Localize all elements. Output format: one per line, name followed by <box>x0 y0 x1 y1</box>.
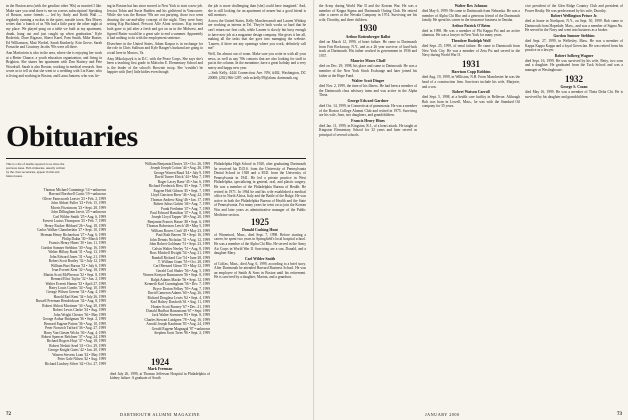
obituary-name: Robert Solberg Wagner <box>554 53 594 58</box>
obituary-name: Walter Rex Johnson <box>454 4 488 8</box>
obituary-index-entry: Kenneth Karl Cunningham '56 • Dec. 7, 1999 <box>144 282 210 287</box>
right-page <box>315 0 628 420</box>
obituary-index-entry: George Wilson Greene '34 • Aug. 4, 1999 <box>46 290 106 295</box>
obituary-text: died on Dec. 29, 1998, his place and came to Dartmouth. He was a member of the New York Stock Exchange and later joined his father at the Hope Fund. <box>319 64 417 78</box>
obituary-text: died May 16, 1999. He was a member of Theta Delta Chi. He is survived by his daughter and grandchildren. <box>525 90 623 99</box>
obituary-index-entry: Robert Abbott Mortimer '34 • Aug. 20, 1999 <box>42 303 106 308</box>
obituary-index-entry: Robert Nesbitt Seed '41 • Oct. 29, 1999 <box>49 343 106 348</box>
obituary-index-entry: Warren Stevens Loan '42 • May 1999 <box>52 352 106 357</box>
obituary-index-entry: Charles Stewart Lindgren '78 • Aug. 16, 1999 <box>144 317 210 322</box>
paragraph: the Army during World War II and the Korean War. He was a member of Kappa Sigma and Dartmouth Outing Club. He retired after a career at the Nevada Company in 1974. Surviving are his wife, Dorothy, and three children. <box>319 4 417 22</box>
obituary-index-entry: Paul Roth Barren '50 • Sept. 16, 1999 <box>156 233 210 238</box>
obituary-index-entry: Robert Lewis Clarke '34 • Aug. 1999 <box>52 308 106 313</box>
obituary-index-entry: Herman Henry Richardson '27 • Aug. 6, 1999 <box>40 232 106 237</box>
obituary-text: died May 6, 1999. He came to Dartmouth from Nebraska. He was a member of Alpha Chi Rho and a generous friend of the Dartmouth family. He spent his career in the insurance business in Omaha. <box>422 9 520 23</box>
obituary-index-entry: George Knight Gates '42 • Jan. 20, 1999 <box>48 348 106 353</box>
column-right-3 <box>525 4 623 100</box>
obituary-text: died Sept. 5, 1998, at a health care facility in Bellevue. Although Bob was born in Lowell, Mass., he was with the Standard Oil company for 35 years. <box>422 95 520 109</box>
obituary-text: died on March 12, 1999, of heart failure. He came to Dartmouth from Fair Rockaway, N.Y., and as a 26 year survivor of hard-luck track at Dartmouth. His father worked in government in 1936 and 1937. <box>319 39 417 58</box>
obituary-index-entry: John Edward Jones '31 • Aug. 21, 1999 <box>49 254 106 259</box>
obituary-text: died Jan. 11, 1999, in Kingston, R.I., of a heart attack. He taught at Kingston Elementary School for 32 years and later served as principal of several schools. <box>319 123 417 137</box>
obituary-text: died Nov. 2, 1999, the time of his illness. He had been a member of the Dartmouth class advisory team and was active in the Alpha Theta. <box>319 84 417 98</box>
column-top-1 <box>6 4 102 80</box>
obituary-index-entry: Thomas Michael Cummings '14 • unknown <box>43 188 106 192</box>
obituary-index-entry: George Arthur Bridgman '36 • Sept. 2, 1999 <box>42 317 106 322</box>
obituaries-headline: Obituaries <box>6 120 138 153</box>
obituary-name: George Edward Gardner <box>347 98 389 103</box>
obituary-text: died Sept. 16, 1999. He was survived by his wife, Betty, two sons and a daughter. He graduated from the Tuck School and was a manager at Westinghouse. <box>525 58 623 72</box>
obituary-index-entry: Ralph Adams Macke '56 • Sept. 12, 1999 <box>150 277 210 282</box>
obituary-index-entry: David Cameron Adams '60 • Aug. 26, 1999 <box>147 291 210 296</box>
class-year-heading: 1932 <box>565 73 583 84</box>
obituary-index-entry: Warren Kenyon Rasmussen '56 • Sept. 8, 1999 <box>143 273 210 278</box>
obituary-name: Walter Scott Dingee <box>351 79 385 84</box>
obituary-text: died July 26, 1999, at Thomas Jefferson Hospital in Philadelphia of kidney failure. A graduate of South <box>110 371 210 381</box>
obituary-name: Theodore Rudolph Wolf <box>451 38 491 43</box>
obituary-index-entry: Harold Earl Kent '34 • July 26, 1999 <box>53 294 106 299</box>
obituary-index-entry: Walter Hillary Bunk '31 • Aug. 13, 1999 <box>48 250 106 255</box>
obituary-text: died Sept. 27, 1999, in Wellesley, Mass. He was a member of Kappa Kappa Kappa and a loyal Green fan. He was retired from his practice as a lawyer. <box>525 38 623 53</box>
obituary-index-entry: Paul Edward Hamilton '47 • Aug. 8, 1999 <box>150 210 210 215</box>
obituary-name: Robert Wellington Prince Jr. <box>550 14 598 19</box>
obituary-name: Gordon Sumner Stebbins <box>553 33 595 38</box>
obituary-index-entry: Karl Halsey Danforth '61 • Aug. 11, 1999 <box>150 300 210 305</box>
obituary-index-entry: William Bowes Craft '49 • May 23, 1999 <box>151 228 210 233</box>
paragraph: ing in Boston but has since moved to New York to start a new job. Jessica Tobin and Susie Budden and his girlfriend in Vancouver. While she was the Boston '90s are out partying, those two went drawing the cat-and-alley concept of the night. They were busy setting Kip Buckland, Prescott Alfe Aloni sections. Kip invited both gone to jail after a fresh and got on us in the Midwest, and figured Butter would be a great sale to end a summer. Apparently it had nothing to do with the employment sentence. <box>107 4 203 41</box>
obituary-index-entry: Peter Gale Nilsen '42 • Aug. 1999 <box>57 357 106 362</box>
obituary-text: died at home in Northport, N.Y., on Sept. 30, 1999. Bob came to Dartmouth from Hopedale, Mass., and was a member of Sigma Nu. He served in the Navy and went into business as a broker. <box>525 19 623 33</box>
obituary-index-entry: David Turner Elrick '44 • May 7, 1999 <box>154 175 210 180</box>
obituary-index-entry: Arnold Joseph Kaufman '83 • Aug. 24, 1999 <box>146 322 210 327</box>
obituary-index-entry: Richard Frederick Hess '45 • Sept. 7, 1999 <box>148 184 210 189</box>
page-number: 72 <box>6 412 11 417</box>
obituary-index-entry: Oliver Farnsworth Leaver '23 • Feb. 2, 1999 <box>42 196 106 201</box>
obituary-index-entry: Francis Henry Hines '30 • Jan. 11, 1999 <box>49 241 106 246</box>
obituary-text: died Oct. 14, 1999, in Connecticut of pneumonia. He was a member of the Boston College Alumni Club and retired in 1975. Surviving are his wife, Jean, two daughters, and grandchildren. <box>319 103 417 118</box>
obituary-index-entry: Robert Spencer Belchner '37 • Aug. 24, 1999 <box>41 334 106 339</box>
obituary-text: died Sept. 25, 1999, of renal failure. He came to Dartmouth from New York City. He was a member of Zeta Psi and served in the Navy during World War II. <box>422 43 520 58</box>
obituary-index-entry: John Abbott Fuller '23 • Feb. 15, 1999 <box>51 201 106 206</box>
obituary-name: Mark Freeman <box>147 366 173 371</box>
obituary-name: Maurice Moses Cliaff <box>350 59 386 64</box>
obituary-index-entry: Russell Freeman Hendrickson '34 • Aug. 8, 1999 <box>35 299 106 304</box>
obituary-index-entry: John Wright Chester '36 • May 1999 <box>53 312 106 317</box>
obituary-index-entry: Bryce Dorian Felkey '59 • Aug. 7, 1999 <box>153 286 210 291</box>
obituary-index-entry: Robert Julius Galvin '46 • Aug. 7, 1999 <box>153 202 210 207</box>
obituary-index-entry: Donald Hurlbut Haussmann '67 • Sept. 1999 <box>146 308 210 313</box>
obituary-index-entry: Martin Scott McPherson '32 • Sept. 8, 1999 <box>43 272 106 277</box>
obituary-index-entry: John Dennis Nicholas '51 • Aug. 12, 1999 <box>149 237 210 242</box>
obituary-index-entry: Gerald Eugene Magnagal '87 • unknown <box>151 326 210 331</box>
obituary-index-entry: Harry Van Giesen Wicks '36 • Aug. 4, 1999 <box>43 330 106 335</box>
obituary-index-entry: Lloyd Garrison Brew '46 • Aug. 22, 1999 <box>150 193 210 198</box>
obituary-index-entry: Eugene Holt Gibson '45 • Sept. 7, 1999 <box>153 188 210 193</box>
obituary-index-entry: Joseph Joseph Cotton '44 • Aug. 26, 1999 <box>150 166 210 171</box>
obituary-index-entry: George Warren Raud '44 • July 9, 1999 <box>153 170 210 175</box>
obituary-index-entry: Jack Walter Sorensen '83 • Sept. 8, 1999 <box>152 313 210 318</box>
column-top-3 <box>208 4 306 82</box>
obituary-index-entry: Frank Fretheim '47 • Aug. 7, 1999 <box>160 206 210 211</box>
obituary-index-entry: Ivan Everett Kent '32 • Aug. 18, 1999 <box>51 268 106 273</box>
obituary-text: died Aug. 19, 1999, in Williston, N.H. From Manchester he was the head of a construction firm. Survivors include his wife, Marjorie, and a son. <box>422 75 520 89</box>
paragraph: Well, I'm almost out of room. Make sure you write in with all your news, as well as any '90s contacts that are also looking for stuff to put in the column. In the meantime, have a great holiday and a very merry and happy new year. <box>208 51 306 70</box>
obituary-index-entry: Peter Norwich Tafford '36 • Aug. 27, 1999 <box>45 326 106 331</box>
obituary-index-entry: Morris Fitzsimons '23 • Sept. 28, 1999 <box>50 205 106 210</box>
obituary-index-entry: Henry Rucker Hibbard '26 • Aug. 18, 1999 <box>44 223 106 228</box>
obituary-index-entry: Carlos Walker Chamberlain '27 • Sept. 10, 1999 <box>37 228 106 233</box>
obituary-name: Arthur Patrick O'Brien <box>451 23 491 28</box>
paragraph: in the Boston area (with the gasoline other '90s) as married I like. Make sure you send there is me on a news subscription! Speaking of Boston, some friends — led by Andy and Keith Wall — regularly running a ruckus in the quiet, seaside town. Rex Morey writes that 'a bunch of us '90s had a little party the other night at my place. We played pong on a table we built at my apartment, drank, hung out and just caught up when graduation.' Kyle Roderick, Dave Rigaszo, Sherri Karel, Pam Smith, Mike Baxter, Ed Williamson, Matt Wrobel, Sarah Kimberly, Erin Grove, Sarah Porsache and Courtney Jacobs '90s were all there. <box>6 4 102 50</box>
obituary-index-entry: John Dillingham Jarvis '25 • unknown <box>51 210 106 215</box>
obituary-index-entry: Robert Scott Bartley '32 • July 12, 1999 <box>48 259 106 264</box>
obituary-index-entry: T. William Grant '55 • Oct. 28, 1999 <box>157 259 210 264</box>
obituary-name: Francis Henry Hines <box>351 118 385 123</box>
obituary-index-entry: Hunter Scott Rooney '67 • Dec. 21, 1999 <box>151 304 210 309</box>
obituary-index-entry: Benjamin Francis Hause '48 • Sept. 6, 1999 <box>147 219 210 224</box>
obituary-index-entry: Thomas Robertson Leech '48 • May 5, 1999 <box>146 224 210 229</box>
obituaries-intro: This is a list of deaths reported to us since the previous issue. Full obituaries, usually written by the class secretaries, appear in this and future issues. <box>6 162 65 178</box>
obituary-index-entry: Richard Lindsey Silver '42 • Oct. 27, 1999 <box>44 361 106 366</box>
obituary-index-entry: Ross Mitchell Dwight '54 • Aug. 21, 1999 <box>149 251 210 256</box>
obituary-text: of Colfax, Mass., died Aug. 6, 1999, according to a brief story. After Dartmouth he attended Harvard Business School. He was an employee of Smith & Sons in Boston until his retirement. He is survived by a daughter, Marion, and a grandson. <box>214 261 306 280</box>
obituary-index-entry: Joseph Lloyd Tapper '48 • Aug. 20, 1999 <box>151 215 210 220</box>
obituary-index-entry: John Robert Goldman '51 • Sept. 23, 1999 <box>149 242 210 247</box>
obituary-index-entry: Philip Dakin '30 • March 1999 <box>62 236 106 241</box>
obituary-index-entry: Gerald Carl Shuler '56 • Aug. 5, 1999 <box>156 268 210 273</box>
obituary-text: of Winnetrod, Mass., died Sept. 7, 1998. Before starting a career, he spent two years in Springfield's local hospital school. He was a member of the Alpha Chi Rho. He served in the Army Air Corps in World War II. Surviving are a son, Donald, and a daughter Mary. <box>214 232 306 256</box>
class-year-heading: 1930 <box>359 23 377 34</box>
magazine-footer: DARTMOUTH ALUMNI MAGAZINE <box>120 412 200 417</box>
obituary-index-entry: Everett Lucius Thompson '25 • Feb. 7, 1999 <box>42 219 106 224</box>
class-year-heading: 1924 <box>151 357 169 367</box>
class-year-heading: 1931 <box>462 58 480 69</box>
class-year-heading: 1925 <box>251 217 269 228</box>
obituary-index-entry: Carl Wilder Smith '25 • Aug. 6, 1999 <box>52 214 106 219</box>
divider <box>6 158 306 159</box>
obituary-index-column-1 <box>6 188 106 366</box>
obituary-index-column-2 <box>110 162 210 336</box>
column-top-2 <box>107 4 203 76</box>
obituary-name: Robert Watson Carroll <box>452 90 490 95</box>
obituary-name: Arthur Rottenberger Ballot <box>345 34 391 39</box>
obituary-index-entry: Bernard Eugene Patton '36 • Aug. 10, 1999 <box>44 321 106 326</box>
obituary-text: died in 1998. He was a member of Phi Kappa Psi and an active alumnus. He was a lawyer in New York for many years. <box>422 28 520 38</box>
issue-date-footer: JANUARY 2000 <box>425 412 460 417</box>
paragraph: Philadelphia High School in 1920, after graduating Dartmouth he received his D.D.S. from the University of Pennsylvania Dental School in 1928 and a M.D. from the University of Pennsylvania in 1941. He led a private practice in West Philadelphia, specializing in general, oral, and plastic surgery. He was a member of the Philadelphia Bureau of Health. He retired in 1971. In 1964 he and his wife established a medical office in North Africa, Italy and the Battle of the Bulge. He was active in both the Philadelphia Bureau of Health and the State of Pennsylvania. For many years he went on to join the Korean War and later years as administrative manager of the Public Medicine section. <box>214 162 306 217</box>
paragraph: Ann Marfortein is also in the area, where she is enjoying her work at a Better Chance, a youth education organization, and living in Brighton. She shares her apartment with Dan Slattery and Pete Woodruff. Sarah is also Boston, working in medical research. Ann wrote us to tell us that she went to a wedding with Liz Kane, who is living and working in Boston, and Laura Jantzen, who was liv- <box>6 50 102 78</box>
obituary-index-entry: Richard Douglass Lewis '62 • Sept. 4, 1999 <box>147 295 210 300</box>
paragraph: Amy Mikolajczyk is in D.C. with the Peace Corps. She says she's been a teaching first grade in Malcolm E. Elementary School and is the leader of the school's Brownie troop. She 'wouldn't be happier with [her] little kidies even though <box>107 56 203 75</box>
signature-line: —Seth Kelly, 4444 Connecticut Ave. NW, #402, Washington, DC 20008; (202) 966-1287; seth.m.kelly.99@alum. dartmouth.org <box>208 71 306 80</box>
paragraph: vice president of the Glen Ridge Country Club and president of Power Realty. He was predeceased by his wife, Dorothy. <box>525 4 623 13</box>
obituary-index-entry: Harvard Bordwell Curtis '19 • unknown <box>48 192 106 197</box>
paragraph: Elsewhere in the United States, Adam Kaspar is in exchange for the role in Chris Sullivan and Kyle Rauger's husband are going to a trail here in Marcos, Va. <box>107 41 203 55</box>
obituary-name: George S. Cozan <box>560 85 588 90</box>
column-right-2 <box>422 4 520 110</box>
obituary-index-entry: Gordon Sumner Stebbins '30 • Aug. 16, 1999 <box>41 245 106 250</box>
paragraph: Across the United States, Kelly Marchesseault and Lauren Wittkop are working as interns in Tel. They're both works so hard that he can't return our first calls, while Lauren is slowly but busy enough to have new job at a magazine design company. She gives it her all, making all the tasks that she goes into managing the website. 'Lauren, if there are any openings where you work, definitely call me!' <box>208 18 306 51</box>
obituary-index-entry: Randall Richard Coe '54 • June 28, 1999 <box>151 255 210 260</box>
obituary-index-entry: Thomas Andrew King '46 • Jan. 17, 1999 <box>150 197 210 202</box>
paragraph: the job is more challenging than [she] could have imagined.' And, she is still looking for an apartment of nearer but a good friend is still mentors. <box>208 4 306 18</box>
obituary-index-entry: William Burt Barrus '32 • July 6, 1999 <box>50 263 106 268</box>
obituary-index-entry: Calvin Walter Neeley '51 • Aug. 8, 1999 <box>152 246 210 251</box>
column-obit-1 <box>214 162 306 281</box>
column-1924 <box>110 357 210 382</box>
obituary-index-entry: Roger Lacey Bane '45 • Jan. 6, 1999 <box>157 179 210 184</box>
obituary-index-entry: Harry Louis Combs '34 • Aug. 10, 1999 <box>48 285 106 290</box>
obituary-index-entry: Richard Rogers Hoyt '37 • Aug. 18, 1999 <box>46 339 106 344</box>
obituary-index-entry: William Benjamin Davies '43 • Oct. 26, 1999 <box>144 162 210 166</box>
obituary-name: Harrison Copp Robbins <box>451 70 491 75</box>
obituary-index-entry: Walter Everett Hamm '33 • April 27, 1999 <box>45 281 106 286</box>
column-right-1 <box>319 4 417 138</box>
obituary-name: Carl Wilder Smith <box>244 256 276 261</box>
obituary-index-entry: Bernard Eliot Taylor '32 • Jan. 2, 1999 <box>50 277 106 282</box>
obituary-index-entry: Carl Bernard Glenn '55 • May 12, 1999 <box>153 264 210 269</box>
obituary-index-entry: Stephen Scott Trees '96 • Sept. 2, 1999 <box>154 331 210 336</box>
page-number: 73 <box>617 412 622 417</box>
obituary-name: Donald Cushing Hunt <box>242 227 278 232</box>
